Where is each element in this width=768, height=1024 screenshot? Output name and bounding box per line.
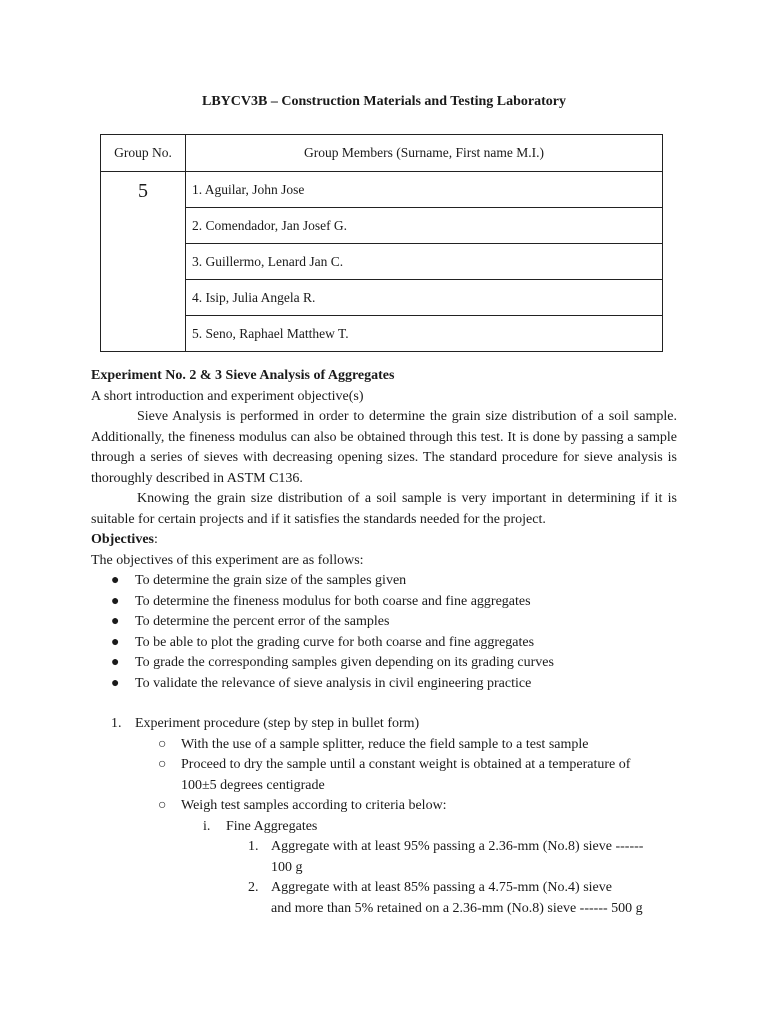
criteria-marker: 2. <box>248 880 259 895</box>
bullet-icon: ● <box>111 593 120 609</box>
document-body <box>91 366 677 919</box>
sub-heading-line <box>91 817 677 838</box>
intro-paragraph: Sieve Analysis is performed in order to determine the grain size distribution of a soil sample. Additionally, the fineness modulus can also be obtained through this test. It is done by passing a sample through a series of sieves with decreasing opening sizes. The standard procedure for sieve analysis is thoroughly described in ASTM C136. <box>91 409 677 486</box>
criteria-item <box>91 878 677 919</box>
circle-bullet-icon: ○ <box>158 757 167 772</box>
group-members-header: Group Members (Surname, First name M.I.) <box>186 135 663 172</box>
step-text: With the use of a sample splitter, reduce the field sample to a test sample <box>181 736 589 752</box>
circle-bullet-icon: ○ <box>158 798 167 813</box>
objective-text: To determine the percent error of the samples <box>135 614 390 629</box>
procedure-marker: 1. <box>111 716 122 731</box>
list-item <box>91 633 677 654</box>
bullet-icon: ● <box>111 634 120 650</box>
criteria-marker: 1. <box>248 839 259 854</box>
step-text-continued: 100±5 degrees centigrade <box>181 777 325 793</box>
criteria-text: Aggregate with at least 85% passing a 4.75-mm (No.4) sieve <box>271 880 612 895</box>
criteria-text-continued: and more than 5% retained on a 2.36-mm (No.8) sieve ------ 500 g <box>271 900 643 916</box>
document-title: LBYCV3B – Construction Materials and Testing Laboratory <box>201 94 567 109</box>
list-item <box>91 674 677 695</box>
bullet-icon: ● <box>111 675 120 691</box>
step-text: Weigh test samples according to criteria below: <box>181 798 447 813</box>
member-cell: 5. Seno, Raphael Matthew T. <box>186 316 663 352</box>
objective-text: To determine the grain size of the samples given <box>135 573 407 588</box>
member-cell: 1. Aguilar, John Jose <box>186 172 663 208</box>
objective-text: To validate the relevance of sieve analysis in civil engineering practice <box>135 675 532 691</box>
objectives-lead: The objectives of this experiment are as follows: <box>91 552 364 568</box>
objective-text: To determine the fineness modulus for both coarse and fine aggregates <box>135 593 531 609</box>
objectives-heading: Objectives <box>91 532 154 547</box>
list-item <box>91 612 677 633</box>
procedure-step <box>91 796 677 817</box>
group-number-cell: 5 <box>101 172 186 352</box>
procedure-heading-line <box>91 714 677 735</box>
criteria-text: Aggregate with at least 95% passing a 2.36-mm (No.8) sieve ------ <box>271 839 644 854</box>
spacer <box>91 694 677 714</box>
step-text: Proceed to dry the sample until a constant weight is obtained at a temperature of <box>181 757 631 772</box>
procedure-heading: Experiment procedure (step by step in bullet form) <box>135 716 420 731</box>
table-row <box>101 316 663 352</box>
intro-paragraph: Knowing the grain size distribution of a soil sample is very important in determining if it is suitable for certain projects and if it satisfies the standards needed for the project. <box>91 491 677 527</box>
criteria-item <box>91 837 677 878</box>
procedure-step <box>91 735 677 756</box>
bullet-icon: ● <box>111 614 120 629</box>
table-header-row <box>101 135 663 172</box>
bullet-icon: ● <box>111 573 120 588</box>
member-cell: 4. Isip, Julia Angela R. <box>186 280 663 316</box>
member-cell: 3. Guillermo, Lenard Jan C. <box>186 244 663 280</box>
roman-marker: i. <box>203 818 211 834</box>
list-item <box>91 592 677 613</box>
member-cell: 2. Comendador, Jan Josef G. <box>186 208 663 244</box>
table-row <box>101 280 663 316</box>
objective-text: To be able to plot the grading curve for both coarse and fine aggregates <box>135 634 535 650</box>
table-row <box>101 172 663 208</box>
experiment-subheading: A short introduction and experiment objective(s) <box>91 388 364 404</box>
objectives-heading-line <box>91 530 677 551</box>
list-item <box>91 571 677 592</box>
procedure-step <box>91 755 677 796</box>
group-members-table <box>100 134 663 352</box>
table-row <box>101 244 663 280</box>
bullet-icon: ● <box>111 655 120 670</box>
sub-heading: Fine Aggregates <box>226 818 318 834</box>
criteria-text-continued: 100 g <box>271 859 303 875</box>
objectives-list <box>91 571 677 694</box>
list-item <box>91 653 677 674</box>
circle-bullet-icon: ○ <box>158 736 167 752</box>
objectives-heading-colon: : <box>153 532 158 547</box>
group-no-header: Group No. <box>101 135 186 172</box>
objective-text: To grade the corresponding samples given depending on its grading curves <box>135 655 554 670</box>
experiment-heading: Experiment No. 2 & 3 Sieve Analysis of Aggregates <box>91 368 395 383</box>
table-row <box>101 208 663 244</box>
